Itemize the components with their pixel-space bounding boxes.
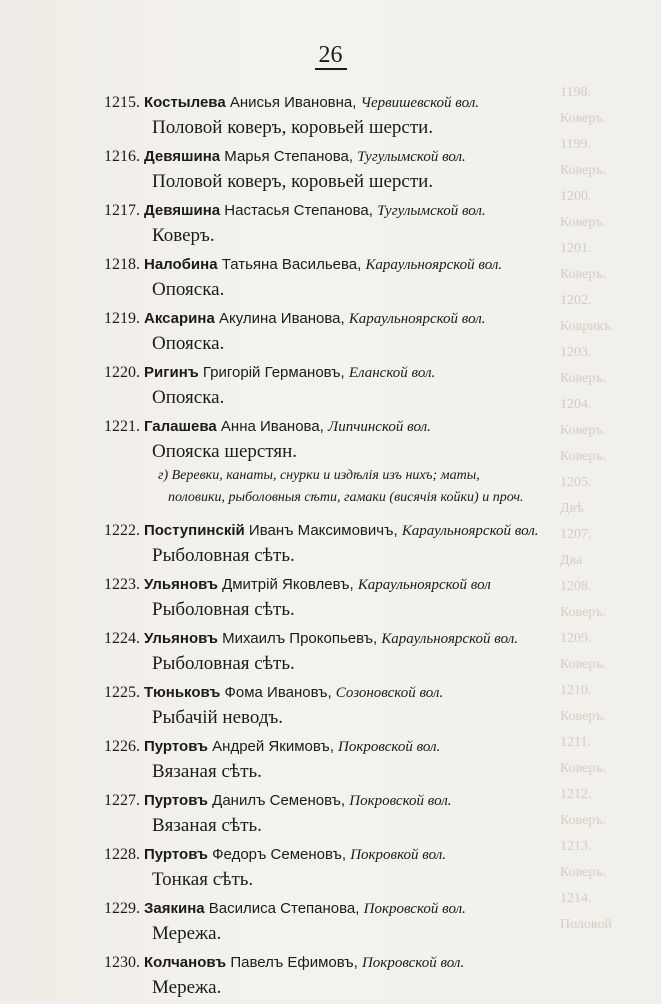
catalog-entry [0,306,661,360]
exhibitor-surname: Налобина [144,256,218,273]
catalog-entry [0,90,661,144]
exhibitor-name: Павелъ Ефимовъ, [230,954,358,971]
exhibitor-name: Татьяна Васильева, [221,256,362,273]
exhibitor-surname: Пуртовъ [144,738,208,755]
catalog-entry [0,680,661,734]
bleed-line: Коверъ. [560,865,607,880]
bleed-line: 1208. [560,579,592,594]
entry-number: 1223. [104,576,140,593]
exhibitor-surname: Ульяновъ [144,630,218,647]
catalog-entry [0,414,661,468]
exhibitor-name: Данилъ Семеновъ, [212,792,346,809]
exhibitor-name: Настасья Степанова, [224,202,373,219]
entry-number: 1226. [104,738,140,755]
exhibitor-name: Фома Ивановъ, [224,684,332,701]
bleed-line: 1213. [560,839,592,854]
exhibitor-district: Покровской вол. [338,739,441,755]
entry-number: 1221. [104,418,140,435]
entry-number: 1229. [104,900,140,917]
section-heading-line: половики, рыболовныя сѣти, гамаки (висячія койки) и проч. [168,490,524,505]
entry-heading [104,684,443,702]
exhibitor-surname: Костылева [144,94,226,111]
catalog-entry [0,198,661,252]
bleed-line: Двѣ [560,501,584,516]
entry-heading [104,738,440,756]
exhibitor-name: Василиса Степанова, [208,900,360,917]
catalog-entry [0,950,661,1004]
entry-heading [104,418,431,436]
entry-heading [104,576,491,594]
section-heading-line: г) Веревки, канаты, снурки и издѣлія изъ нихъ; маты, [158,468,480,483]
exhibit-description: Опояска шерстян. [152,441,298,462]
exhibitor-surname: Ульяновъ [144,576,218,593]
bleed-line: Половой [560,917,612,932]
exhibitor-name: Дмитрій Яковлевъ, [222,576,354,593]
bleed-line: 1205. [560,475,592,490]
exhibit-description: Опояска. [152,387,225,408]
exhibitor-name: Марья Степанова, [224,148,354,165]
exhibitor-district: Еланской вол. [348,365,436,381]
entry-heading [104,522,539,540]
bleed-line: Коверъ. [560,657,607,672]
exhibit-description: Мережа. [152,923,222,944]
exhibit-description: Рыболовная сѣть. [152,599,295,620]
catalog-entry [0,518,661,572]
bleed-line: Коверъ. [560,163,607,178]
bleed-line: 1204. [560,397,592,412]
bleed-line: Коверъ. [560,813,607,828]
exhibit-description: Опояска. [152,279,225,300]
entry-heading [104,202,486,220]
entry-number: 1224. [104,630,140,647]
entry-heading [104,256,502,274]
exhibit-description: Половой коверъ, коровьей шерсти. [152,171,434,192]
exhibitor-surname: Заякина [144,900,205,917]
catalog-entry [0,896,661,950]
exhibitor-surname: Девяшина [144,148,221,165]
entry-heading [104,954,464,972]
exhibit-description: Коверъ. [152,225,215,246]
entry-heading [104,148,466,166]
bleed-line: Коверъ. [560,605,607,620]
bleed-line: 1199. [560,137,591,152]
exhibitor-district: Покровской вол. [361,955,465,971]
exhibitor-district: Покровской вол. [349,793,452,809]
bleed-line: 1202. [560,293,592,308]
catalog-entry [0,572,661,626]
exhibitor-name: Анна Иванова, [220,418,324,435]
exhibitor-surname: Тюньковъ [144,684,221,701]
catalog-entry [0,734,661,788]
entry-number: 1222. [104,522,140,539]
bleed-line: Коверъ. [560,215,607,230]
bleed-line: 1214. [560,891,592,906]
bleed-line: 1209. [560,631,592,646]
entry-number: 1218. [104,256,140,273]
exhibit-description: Мережа. [152,977,222,998]
catalog-entries [0,90,661,1004]
exhibitor-surname: Девяшина [144,202,221,219]
bleed-line: 1207. [560,527,592,542]
catalog-entry [0,626,661,680]
exhibitor-district: Караульноярской вол. [401,523,539,539]
entry-heading [104,630,518,648]
bleed-line: Коверъ. [560,449,607,464]
bleed-line: Коверъ. [560,423,607,438]
exhibitor-district: Червишевской вол. [360,95,479,111]
exhibit-description: Опояска. [152,333,225,354]
entry-heading [104,94,479,112]
exhibitor-surname: Ригинъ [144,364,199,381]
bleed-line: 1201. [560,241,592,256]
exhibit-description: Вязаная сѣть. [152,761,262,782]
exhibitor-surname: Аксарина [144,310,215,327]
catalog-entry [0,360,661,414]
catalog-entry [0,144,661,198]
entry-number: 1216. [104,148,140,165]
entry-heading [104,310,486,328]
exhibitor-district: Караульноярской вол. [348,311,486,327]
catalog-entry [0,788,661,842]
exhibitor-name: Григорій Германовъ, [202,364,345,381]
exhibitor-district: Караульноярской вол [357,577,491,593]
bleed-line: 1212. [560,787,592,802]
exhibit-description: Рыболовная сѣть. [152,545,295,566]
exhibitor-district: Покровской вол. [363,901,466,917]
section-heading [0,468,661,518]
entry-number: 1230. [104,954,140,971]
entry-heading [104,900,466,918]
exhibitor-district: Тугулымской вол. [357,149,466,165]
exhibitor-district: Созоновской вол. [335,685,444,701]
exhibit-description: Рыболовная сѣть. [152,653,295,674]
exhibitor-name: Иванъ Максимовичъ, [248,522,398,539]
exhibit-description: Рыбачій неводъ. [152,707,284,728]
bleed-line: 1198. [560,85,591,100]
exhibitor-district: Липчинской вол. [328,419,431,435]
bleed-line: Два [560,553,583,568]
exhibitor-surname: Пуртовъ [144,846,208,863]
entry-number: 1227. [104,792,140,809]
exhibitor-district: Тугулымской вол. [377,203,486,219]
page-number: 26 [0,42,661,69]
bleed-line: Коверъ. [560,371,607,386]
exhibitor-name: Анисья Ивановна, [229,94,357,111]
exhibitor-surname: Поступинскій [144,522,245,539]
exhibitor-name: Акулина Иванова, [218,310,345,327]
entry-heading [104,364,435,382]
exhibitor-surname: Колчановъ [144,954,227,971]
bleed-line: Коверъ. [560,761,607,776]
entry-number: 1225. [104,684,140,701]
exhibitor-surname: Пуртовъ [144,792,208,809]
catalog-entry [0,252,661,306]
bleed-line: 1210. [560,683,592,698]
bleed-line: Коверъ. [560,709,607,724]
exhibit-description: Половой коверъ, коровьей шерсти. [152,117,434,138]
exhibitor-district: Покровкой вол. [350,847,446,863]
entry-number: 1215. [104,94,140,111]
bleed-line: Коверъ. [560,111,607,126]
entry-number: 1220. [104,364,140,381]
exhibitor-name: Михаилъ Прокопьевъ, [222,630,378,647]
entry-number: 1228. [104,846,140,863]
exhibitor-name: Федоръ Семеновъ, [212,846,347,863]
bleed-line: 1211. [560,735,591,750]
bleed-line: Коверъ. [560,267,607,282]
entry-heading [104,792,452,810]
bleed-line: 1203. [560,345,592,360]
entry-number: 1219. [104,310,140,327]
catalog-entry [0,842,661,896]
exhibit-description: Тонкая сѣть. [152,869,254,890]
exhibitor-name: Андрей Якимовъ, [212,738,334,755]
entry-heading [104,846,446,864]
exhibitor-district: Караульноярской вол. [365,257,503,273]
exhibitor-district: Караульноярской вол. [381,631,518,647]
entry-number: 1217. [104,202,140,219]
bleed-line: 1200. [560,189,592,204]
exhibitor-surname: Галашева [144,418,217,435]
bleed-line: Коврикъ. [560,319,615,334]
exhibit-description: Вязаная сѣть. [152,815,262,836]
